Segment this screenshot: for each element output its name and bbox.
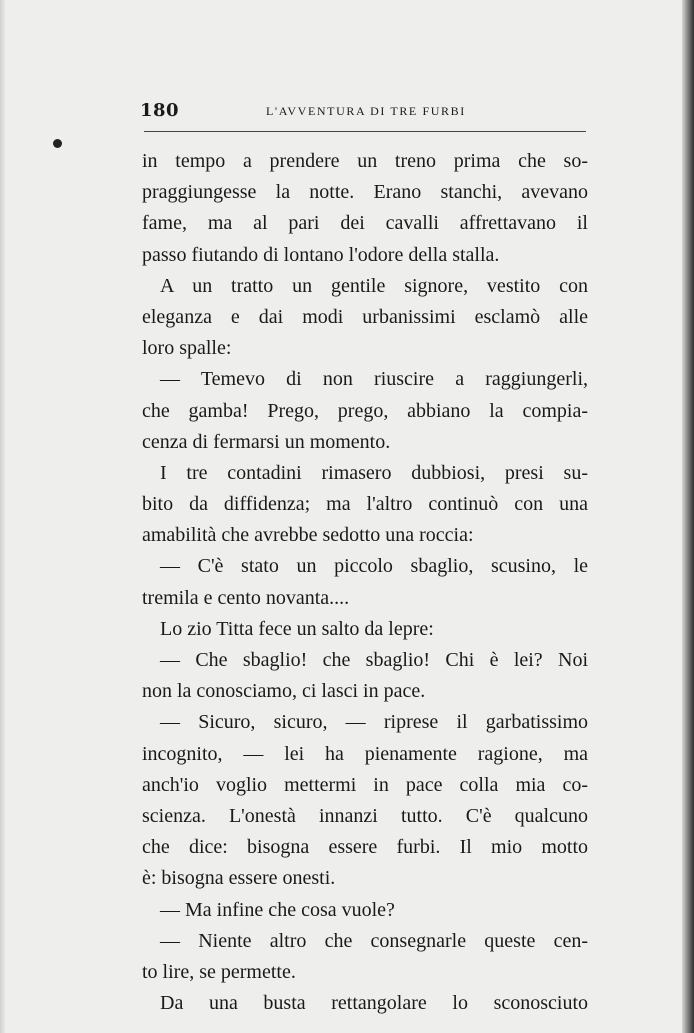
text-line: incognito, — lei ha pienamente ragione, ma — [142, 742, 588, 765]
text-line: scienza. L'onestà innanzi tutto. C'è qualcuno — [142, 804, 588, 827]
text-line: A un tratto un gentile signore, vestito con — [160, 274, 588, 297]
running-title: L'AVVENTURA DI TRE FURBI — [266, 104, 466, 118]
text-line: Lo zio Titta fece un salto da lepre: — [160, 617, 434, 640]
text-line: eleganza e dai modi urbanissimi esclamò alle — [142, 305, 588, 328]
text-line: to lire, se permette. — [142, 960, 296, 983]
text-line: — C'è stato un piccolo sbaglio, scusino, le — [160, 555, 588, 578]
page-edge-shadow — [0, 0, 6, 1033]
text-line: anch'io voglio mettermi in pace colla mia co- — [142, 773, 588, 796]
text-line: amabilità che avrebbe sedotto una roccia: — [142, 524, 474, 547]
text-line: che gamba! Prego, prego, abbiano la compia- — [142, 399, 588, 422]
page-header — [140, 100, 586, 130]
text-line: che dice: bisogna essere furbi. Il mio motto — [142, 836, 588, 859]
text-line: fame, ma al pari dei cavalli affrettavano il — [142, 212, 588, 235]
text-line: — Niente altro che consegnarle queste cen- — [160, 929, 588, 952]
body-text — [142, 146, 588, 1019]
text-line: cenza di fermarsi un momento. — [142, 430, 391, 453]
text-line: tremila e cento novanta.... — [142, 586, 350, 609]
text-line: I tre contadini rimasero dubbiosi, presi su- — [160, 461, 588, 484]
text-line: — Sicuro, sicuro, — riprese il garbatissimo — [160, 711, 588, 734]
text-line: bito da diffidenza; ma l'altro continuò con una — [142, 493, 588, 516]
text-line: Da una busta rettangolare lo sconosciuto — [160, 992, 588, 1015]
margin-dot-mark — [53, 139, 62, 148]
text-line: — Temevo di non riuscire a raggiungerli, — [160, 368, 588, 391]
page-number: 180 — [140, 100, 180, 121]
text-line: — Che sbaglio! che sbaglio! Chi è lei? Noi — [160, 649, 588, 671]
header-rule — [144, 131, 586, 132]
text-line: — Ma infine che cosa vuole? — [160, 898, 395, 921]
text-line: praggiungesse la notte. Erano stanchi, avevano — [142, 181, 588, 204]
text-line: è: bisogna essere onesti. — [142, 867, 336, 890]
text-line: loro spalle: — [142, 337, 232, 360]
spine-shadow — [682, 0, 694, 1033]
text-line: non la conosciamo, ci lasci in pace. — [142, 680, 426, 703]
text-line: in tempo a prendere un treno prima che so- — [142, 150, 588, 172]
text-line: passo fiutando di lontano l'odore della stalla. — [142, 243, 500, 266]
